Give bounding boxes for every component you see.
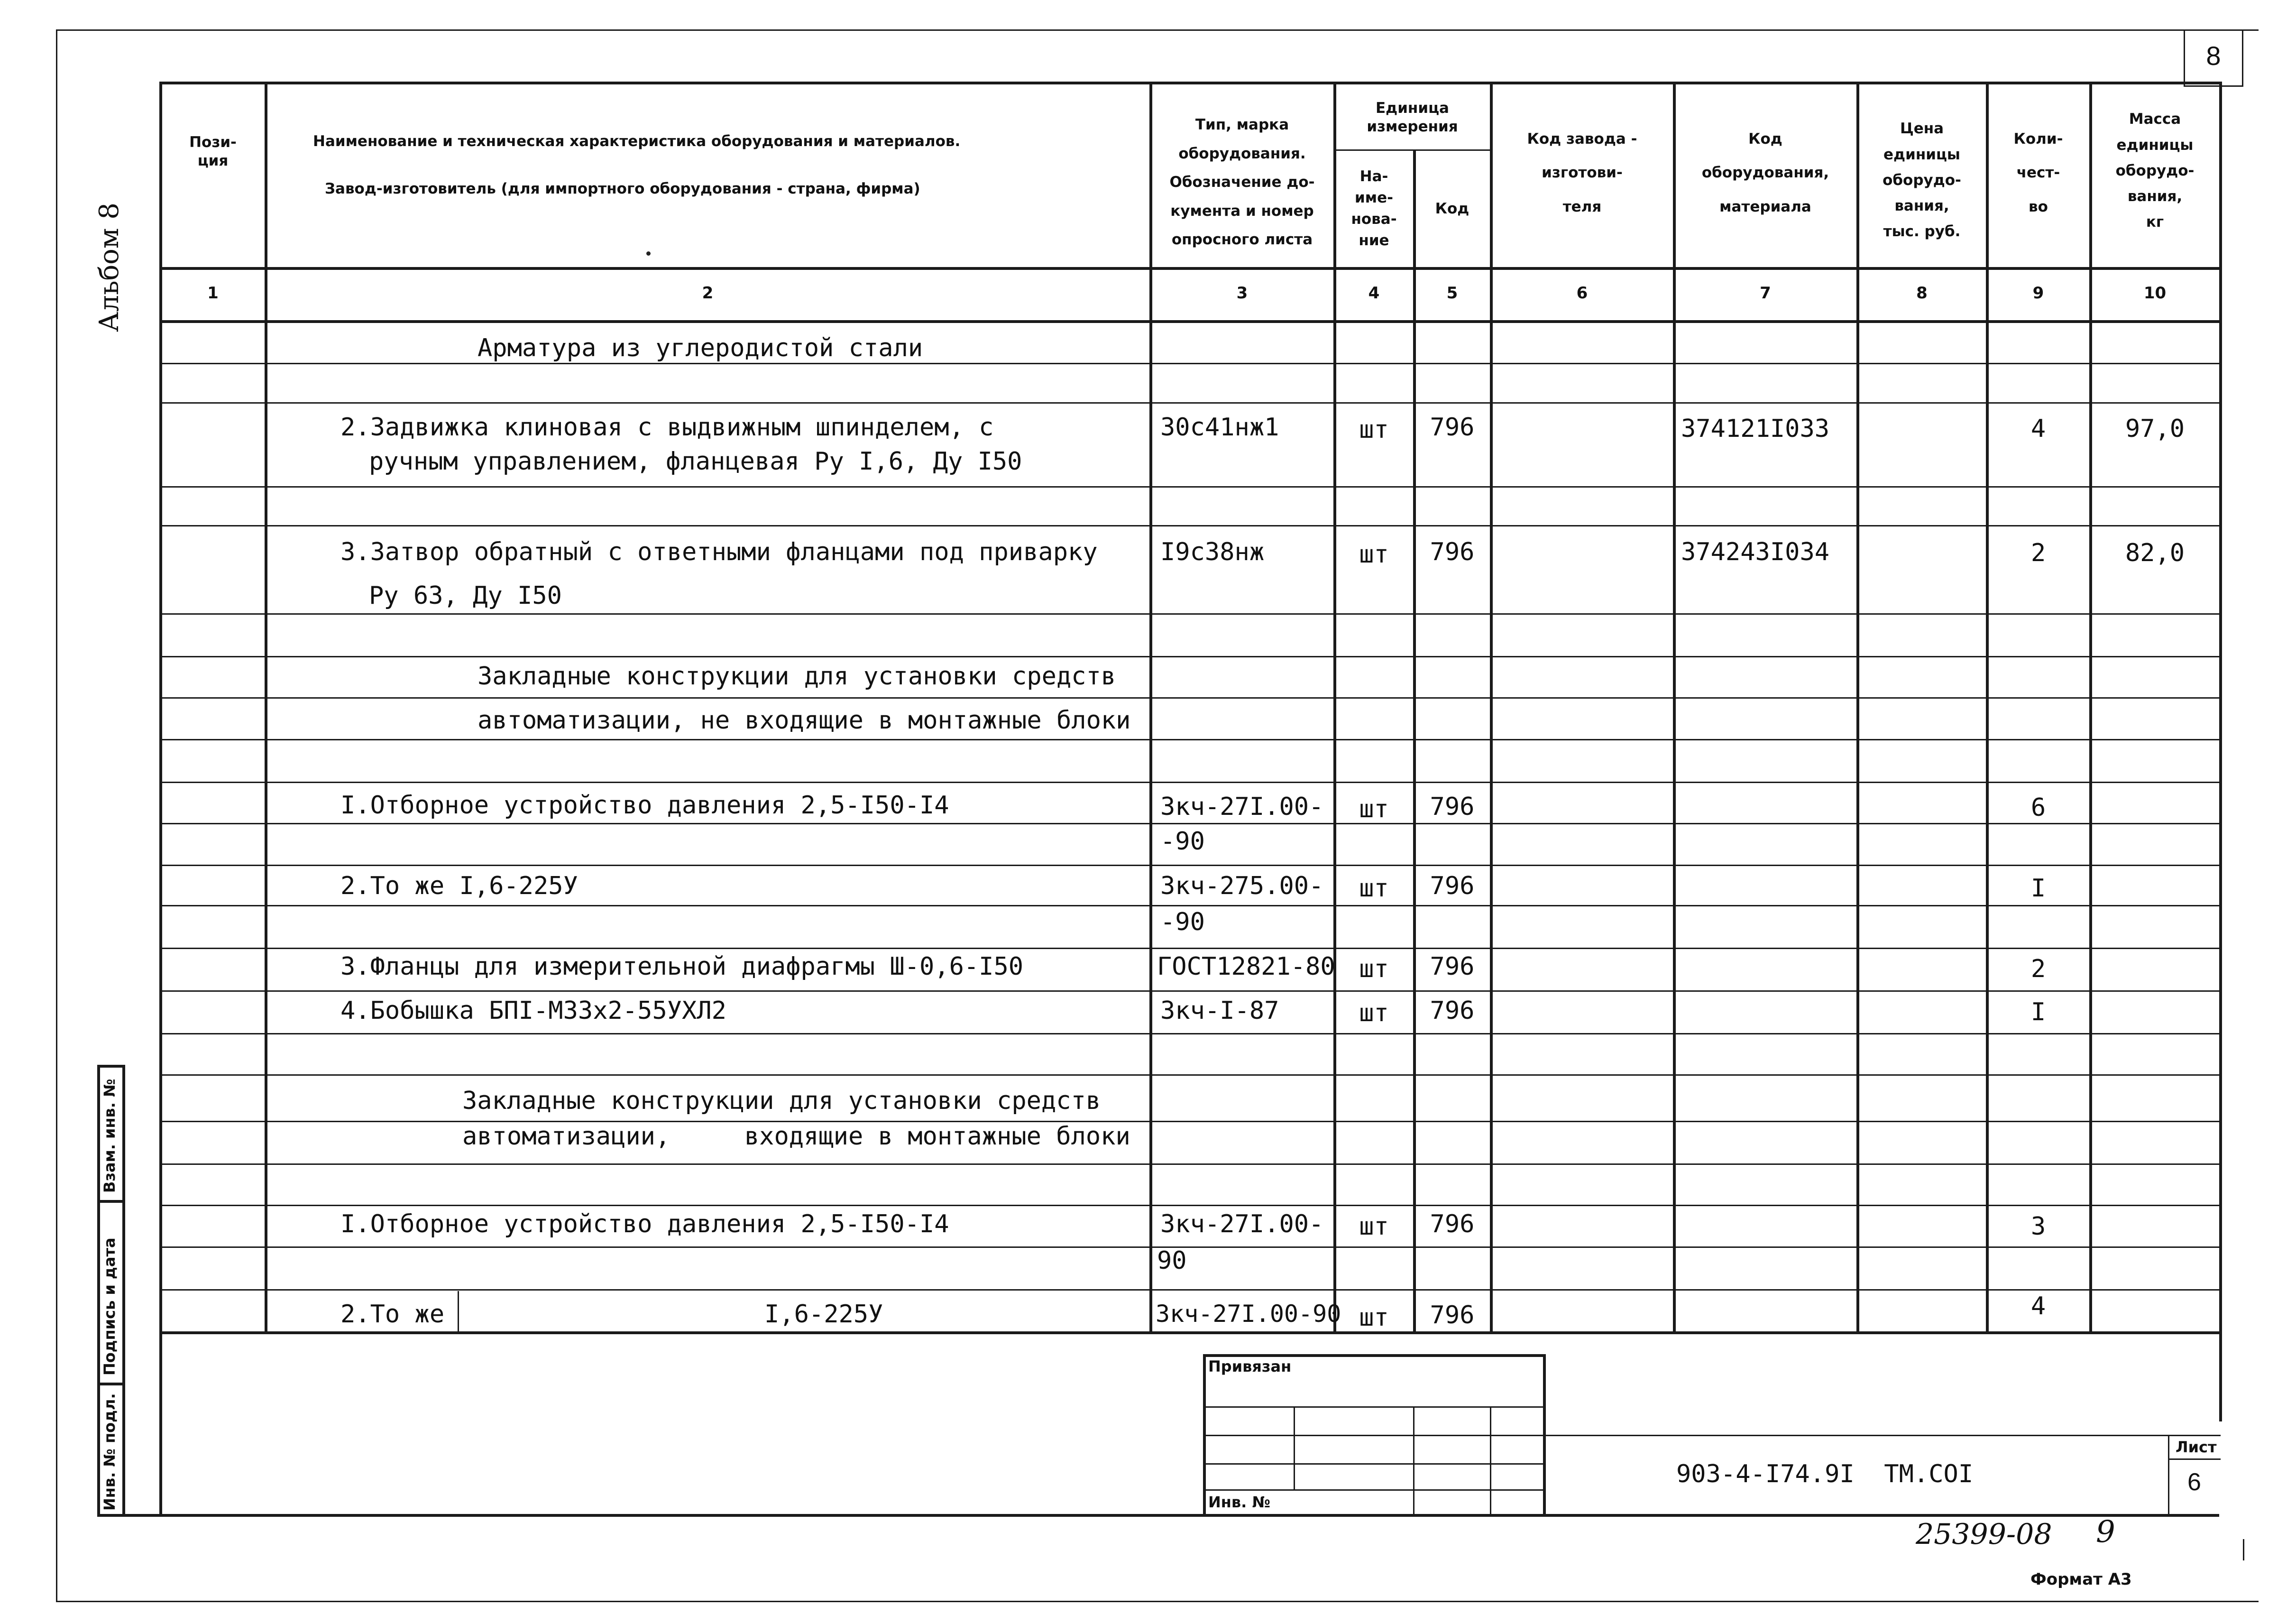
header-unit-name: На- име- нова- ние: [1351, 168, 1397, 249]
row-unit-code: 796: [1430, 1210, 1475, 1238]
stamp-original-inventory: Инв. № подл.: [101, 1393, 119, 1511]
row-type: 90: [1157, 1246, 1187, 1275]
row-equipment-code: 374121I033: [1681, 415, 1830, 443]
row-type: -90: [1160, 908, 1205, 936]
colnum-5: 5: [1446, 284, 1458, 303]
row-unit-code: 796: [1430, 793, 1475, 821]
section-title-carbon-steel: Арматура из углеродистой стали: [478, 334, 923, 362]
stamp-privyazan: Привязан: [1208, 1357, 1292, 1375]
row-type: 3кч-27I.00-: [1160, 1210, 1324, 1238]
row-mass: 82,0: [2125, 539, 2185, 567]
row-quantity: 6: [2030, 794, 2046, 822]
section-title-embedded-blocks-2: автоматизации, входящие в монтажные блоки: [462, 1122, 1130, 1151]
row-type: 3кч-I-87: [1160, 997, 1279, 1025]
sheet-number: 6: [2187, 1468, 2201, 1496]
row-type: 3кч-275.00-: [1160, 872, 1324, 900]
row-unit: шт: [1359, 999, 1389, 1027]
row-unit-code: 796: [1430, 997, 1475, 1025]
row-unit: шт: [1359, 540, 1389, 569]
header-type: Тип, марка оборудования. Обозначение до- кумента и номер опросного листа: [1169, 116, 1315, 249]
section-title-embedded-2: автоматизации, не входящие в монтажные блоки: [478, 706, 1131, 735]
row-type: ГОСТ12821-80: [1157, 952, 1335, 981]
header-name-line2: Завод-изготовитель (для импортного оборудования - страна, фирма): [325, 180, 920, 197]
header-mass: Масса единицы оборудо- вания, кг: [2115, 111, 2195, 231]
row-name: ручным управлением, фланцевая Ру I,6, Ду I50: [369, 447, 1022, 476]
section-title-embedded-blocks-1: Закладные конструкции для установки средств: [462, 1087, 1101, 1115]
row-type: 30с41нж1: [1160, 413, 1279, 442]
header-dot: [646, 251, 651, 256]
sheet-corner-number: 8: [2206, 41, 2221, 71]
row-equipment-code: 374243I034: [1681, 538, 1830, 566]
row-name: 3.Затвор обратный с ответными фланцами под приварку: [340, 538, 1098, 566]
stamp-replaced-inventory: Взам. инв. №: [101, 1079, 119, 1193]
stamp-signature-date: Подпись и дата: [101, 1237, 119, 1375]
row-quantity: 4: [2030, 415, 2046, 443]
top-border-line: [56, 29, 2259, 31]
row-mass: 97,0: [2125, 415, 2185, 443]
row-type: 3кч-27I.00-: [1160, 793, 1324, 821]
row-unit-code: 796: [1430, 413, 1475, 442]
row-unit: шт: [1359, 874, 1389, 903]
header-quantity: Коли- чест- во: [2013, 130, 2063, 215]
row-unit-code: 796: [1430, 952, 1475, 981]
header-price: Цена единицы оборудо- вания, тыс. руб.: [1883, 120, 1961, 240]
section-title-embedded-1: Закладные конструкции для установки средств: [478, 662, 1116, 691]
row-name: 2.То же I,6-225У: [340, 872, 578, 900]
row-name: 2.То же: [340, 1300, 445, 1329]
left-border-line: [56, 29, 57, 1602]
colnum-3: 3: [1236, 284, 1248, 303]
header-equipment-code: Код оборудования, материала: [1701, 130, 1829, 215]
colnum-9: 9: [2032, 284, 2044, 303]
handwritten-page-number: 9: [2096, 1514, 2115, 1550]
colnum-6: 6: [1576, 284, 1588, 303]
colnum-2: 2: [702, 284, 714, 303]
row-name: I.Отборное устройство давления 2,5-I50-I4: [340, 791, 949, 820]
row-name-detail: I,6-225У: [764, 1300, 883, 1329]
sheet-label: Лист: [2176, 1438, 2217, 1456]
row-name: Ру 63, Ду I50: [369, 581, 562, 610]
header-unit-group: Единица измерения: [1367, 99, 1458, 135]
row-unit: шт: [1359, 1212, 1389, 1241]
bottom-border-line: [56, 1601, 2259, 1602]
row-unit: шт: [1359, 795, 1389, 823]
colnum-8: 8: [1916, 284, 1928, 303]
handwritten-archive-number: 25399-08: [1916, 1518, 2052, 1551]
stamp-inventory-number: Инв. №: [1208, 1493, 1270, 1511]
row-type: I9с38нж: [1160, 538, 1265, 566]
colnum-7: 7: [1760, 284, 1771, 303]
row-quantity: 2: [2030, 539, 2046, 567]
row-name: 4.Бобышка БПI-М33х2-55УХЛ2: [340, 997, 726, 1025]
header-position: Пози- ция: [189, 134, 237, 169]
row-quantity: I: [2030, 998, 2046, 1026]
header-unit-code: Код: [1435, 200, 1469, 217]
colnum-1: 1: [207, 284, 219, 303]
row-type: -90: [1160, 827, 1205, 856]
colnum-4: 4: [1368, 284, 1380, 303]
header-bottom-line: [159, 267, 2222, 270]
document-designation: 903-4-I74.9I ТМ.СОI: [1676, 1460, 1974, 1488]
table-top-border: [159, 82, 2222, 84]
row-unit-code: 796: [1430, 872, 1475, 900]
header-name-line1: Наименование и техническая характеристика оборудования и материалов.: [313, 133, 961, 150]
album-label: Альбом 8: [94, 203, 125, 332]
row-quantity: 3: [2030, 1212, 2046, 1241]
row-quantity: 2: [2030, 955, 2046, 983]
row-quantity: I: [2030, 874, 2046, 903]
row-unit: шт: [1359, 955, 1389, 983]
table-right-border: [2219, 82, 2222, 1421]
row-unit: шт: [1359, 415, 1389, 444]
row-unit: шт: [1359, 1303, 1389, 1332]
header-plant-code: Код завода - изготови- теля: [1527, 130, 1637, 215]
row-type: 3кч-27I.00-90: [1156, 1300, 1341, 1328]
table-bottom-line: [159, 1331, 2222, 1334]
paper-format: Формат А3: [2030, 1570, 2132, 1589]
column-numbers-bottom-line: [159, 320, 2222, 323]
row-quantity: 4: [2030, 1292, 2046, 1320]
row-name: 3.Фланцы для измерительной диафрагмы Ш-0,6-I50: [340, 952, 1024, 981]
row-unit-code: 796: [1430, 538, 1475, 566]
row-name: 2.Задвижка клиновая с выдвижным шпинделем, с: [340, 413, 994, 442]
row-unit-code: 796: [1430, 1301, 1475, 1329]
row-name: I.Отборное устройство давления 2,5-I50-I4: [340, 1210, 949, 1238]
colnum-10: 10: [2143, 284, 2167, 303]
